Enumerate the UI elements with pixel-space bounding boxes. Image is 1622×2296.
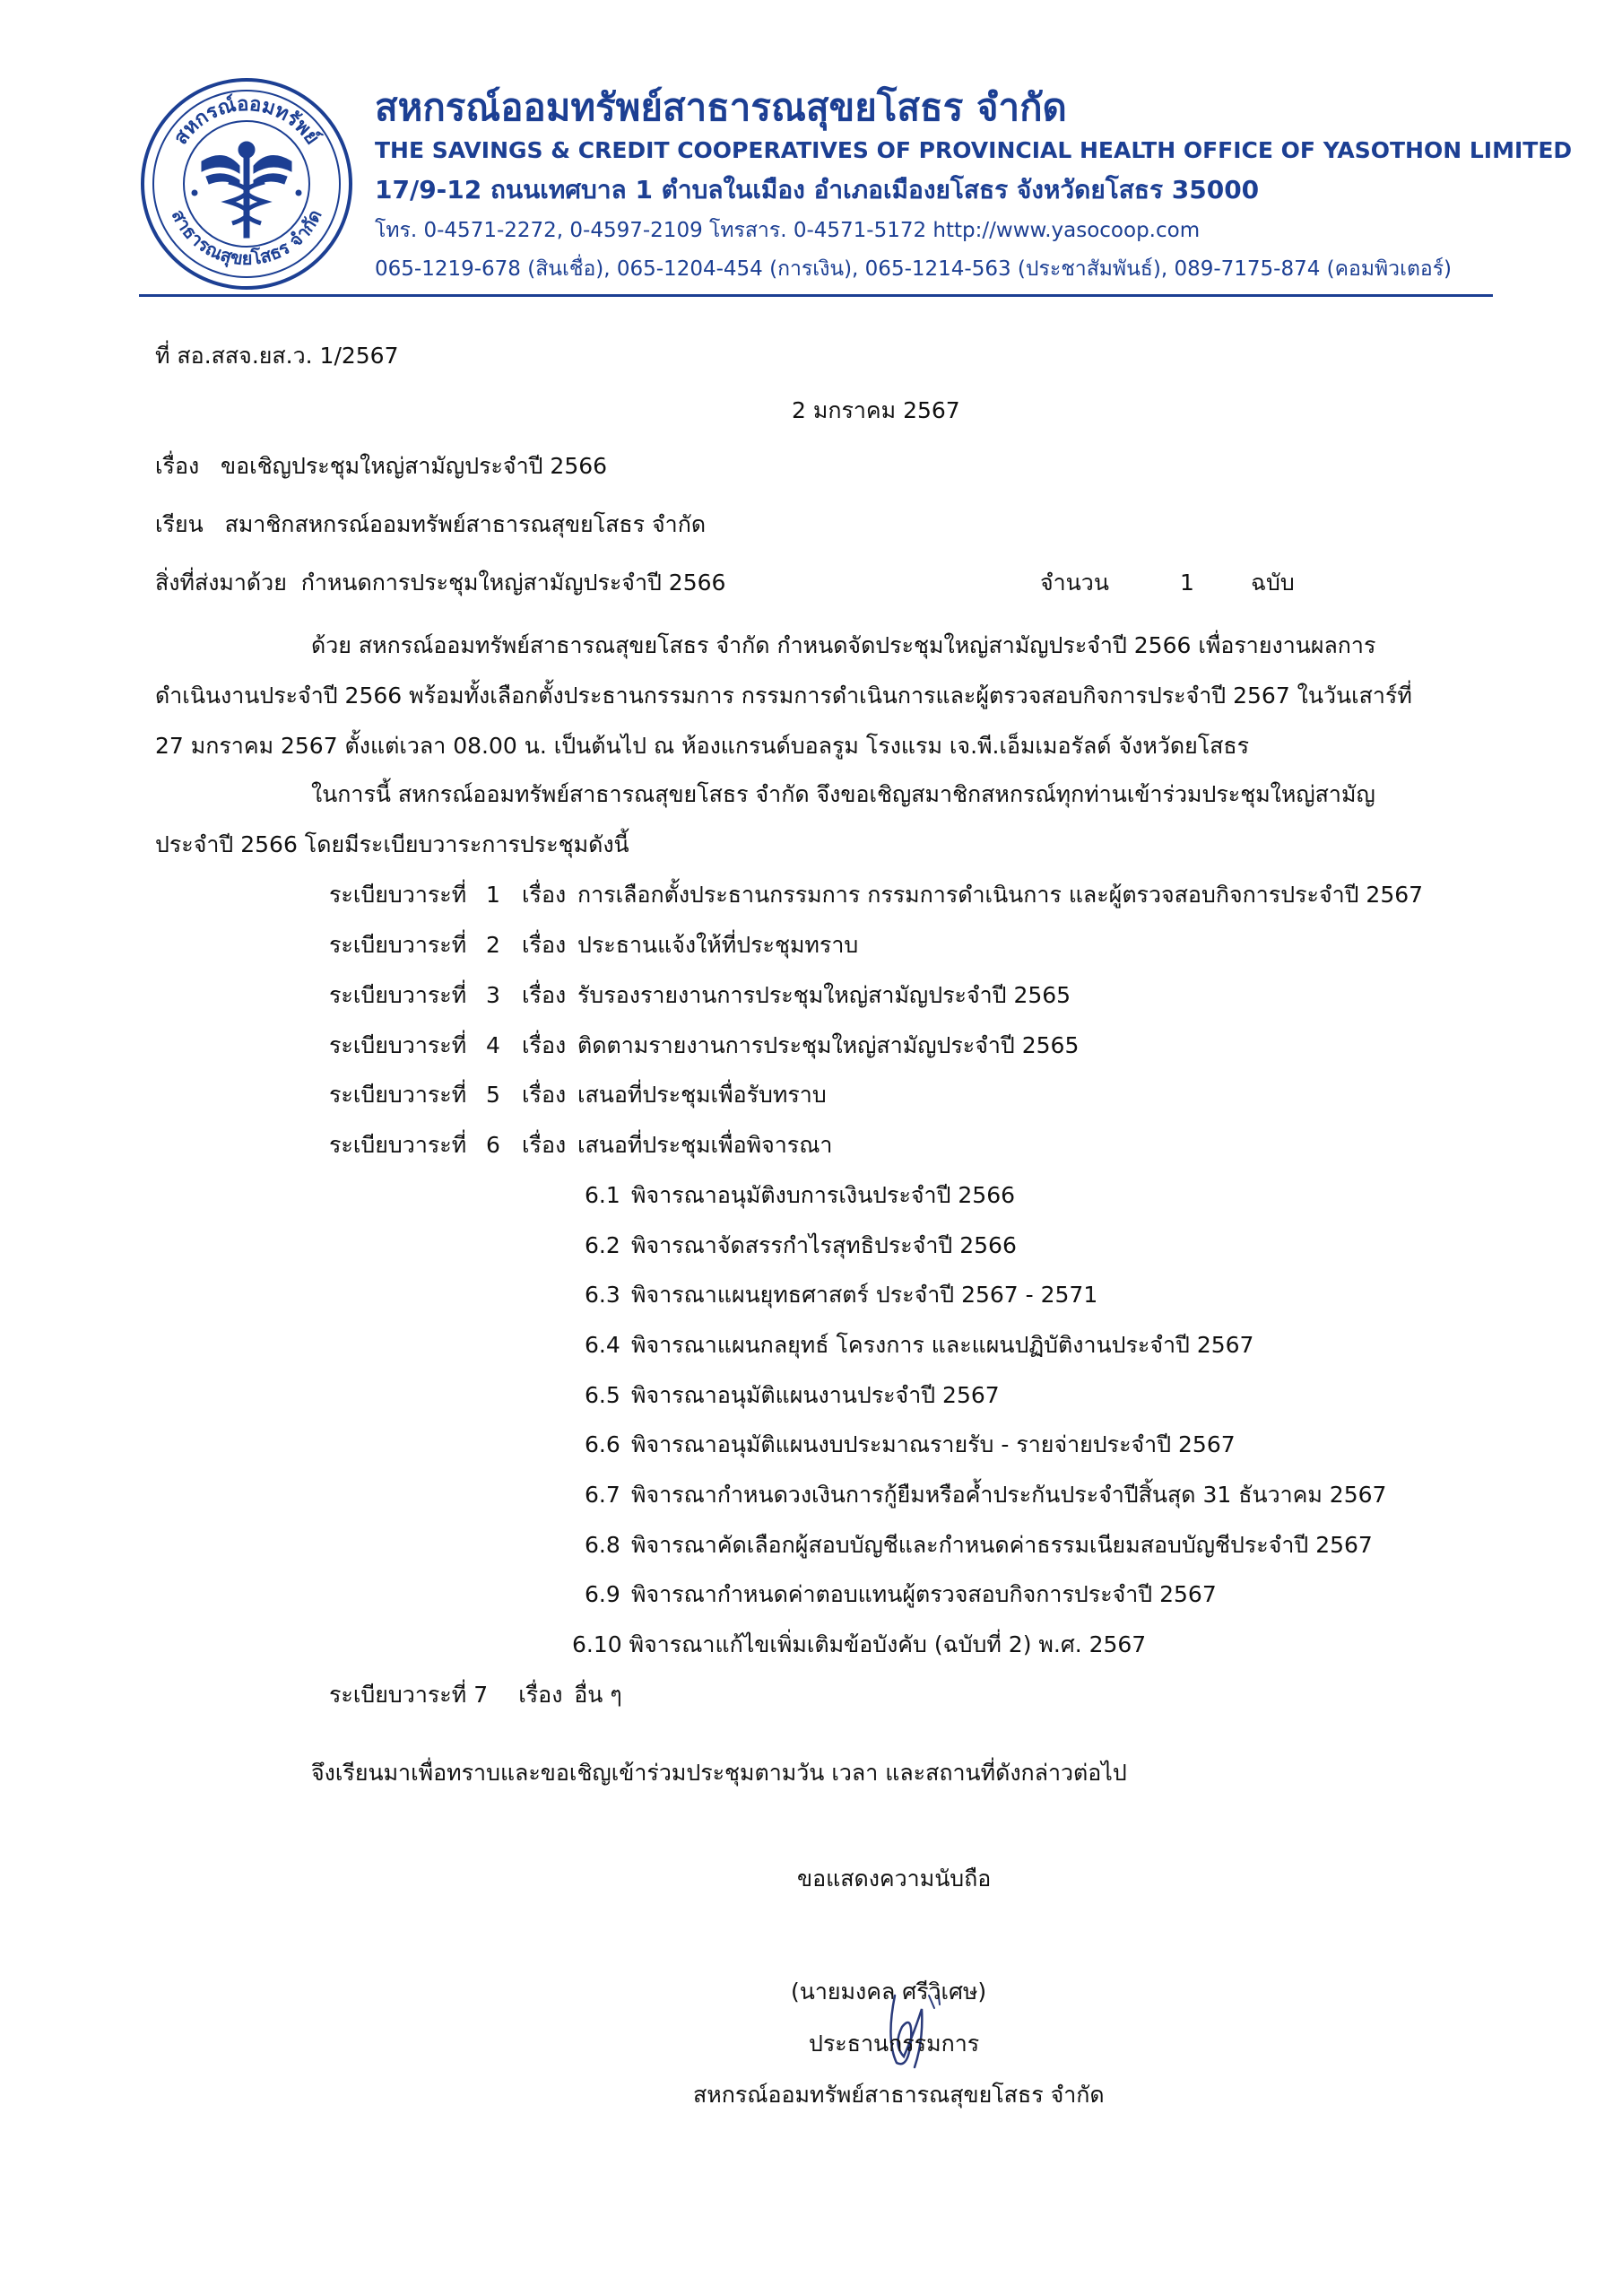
subitem-number: 6.10 bbox=[572, 1631, 622, 1657]
subitem-number: 6.7 bbox=[585, 1482, 620, 1508]
subitem-number: 6.9 bbox=[585, 1581, 620, 1607]
letter-date: 2 มกราคม 2567 bbox=[792, 397, 960, 423]
agenda-title: รับรองรายงานการประชุมใหญ่สามัญประจำปี 2565 bbox=[577, 982, 1071, 1008]
agenda-item bbox=[329, 1028, 1079, 1064]
paragraph-1-line: ด้วย สหกรณ์ออมทรัพย์สาธารณสุขยโสธร จำกัด กำหนดจัดประชุมใหญ่สามัญประจำปี 2566 เพื่อรายงานผลการ bbox=[311, 632, 1376, 658]
subitem-title: พิจารณาอนุมัติแผนงบประมาณรายรับ - รายจ่ายประจำปี 2567 bbox=[631, 1431, 1236, 1457]
agenda-item bbox=[329, 978, 1071, 1013]
enclosure-text: กำหนดการประชุมใหญ่สามัญประจำปี 2566 bbox=[300, 570, 726, 596]
agenda-title: ประธานแจ้งให้ที่ประชุมทราบ bbox=[577, 932, 859, 958]
subitem-title: พิจารณากำหนดวงเงินการกู้ยืมหรือค้ำประกันประจำปีสิ้นสุด 31 ธันวาคม 2567 bbox=[631, 1482, 1387, 1508]
paragraph-2-line: ประจำปี 2566 โดยมีระเบียบวาระการประชุมดังนี้ bbox=[155, 831, 629, 857]
agenda-item bbox=[329, 927, 858, 963]
subitem-number: 6.2 bbox=[585, 1232, 620, 1258]
org-name-english: THE SAVINGS & CREDIT COOPERATIVES OF PROVINCIAL HEALTH OFFICE OF YASOTHON LIMITED bbox=[375, 137, 1573, 163]
org-address: 17/9-12 ถนนเทศบาล 1 ตำบลในเมือง อำเภอเมืองยโสธร จังหวัดยโสธร 35000 bbox=[375, 175, 1260, 204]
subitem-title: พิจารณาคัดเลือกผู้สอบบัญชีและกำหนดค่าธรรมเนียมสอบบัญชีประจำปี 2567 bbox=[631, 1532, 1373, 1558]
agenda-topic-label: เรื่อง bbox=[522, 1032, 567, 1058]
enclosure-qty-label: จำนวน bbox=[1040, 570, 1109, 596]
subitem-number: 6.1 bbox=[585, 1182, 620, 1208]
agenda-prefix: ระเบียบวาระที่ bbox=[329, 1032, 467, 1058]
agenda-number: 1 bbox=[486, 882, 500, 908]
signer-organization: สหกรณ์ออมทรัพย์สาธารณสุขยโสธร จำกัด bbox=[693, 2082, 1105, 2108]
subitem-title: พิจารณาอนุมัติแผนงานประจำปี 2567 bbox=[631, 1382, 1000, 1408]
subitem-number: 6.8 bbox=[585, 1532, 620, 1558]
agenda-prefix: ระเบียบวาระที่ bbox=[329, 882, 467, 908]
subitem-title: พิจารณากำหนดค่าตอบแทนผู้ตรวจสอบกิจการประจำปี 2567 bbox=[631, 1581, 1217, 1607]
org-phones: 065-1219-678 (สินเชื่อ), 065-1204-454 (การเงิน), 065-1214-563 (ประชาสัมพันธ์), 089-7175-874 (คอมพิวเตอร์) bbox=[375, 257, 1453, 281]
agenda-subitem bbox=[585, 1277, 1097, 1313]
org-name-thai: สหกรณ์ออมทรัพย์สาธารณสุขยโสธร จำกัด bbox=[375, 85, 1067, 129]
agenda-number: 5 bbox=[486, 1082, 500, 1108]
letterhead-divider bbox=[139, 294, 1493, 297]
enclosure-label: สิ่งที่ส่งมาด้วย bbox=[155, 570, 287, 596]
agenda-subitem bbox=[572, 1627, 1146, 1663]
subitem-number: 6.6 bbox=[585, 1431, 620, 1457]
agenda-number: 3 bbox=[486, 982, 500, 1008]
paragraph-1 bbox=[155, 621, 1412, 771]
subitem-title: พิจารณาแก้ไขเพิ่มเติมข้อบังคับ (ฉบับที่ 2) พ.ศ. 2567 bbox=[629, 1631, 1147, 1657]
agenda-prefix: ระเบียบวาระที่ bbox=[329, 1082, 467, 1108]
reference-number: ที่ สอ.สสจ.ยส.ว. 1/2567 bbox=[155, 343, 399, 369]
agenda-title: เสนอที่ประชุมเพื่อรับทราบ bbox=[577, 1082, 827, 1108]
agenda-item bbox=[329, 1677, 622, 1713]
closing-sentence: จึงเรียนมาเพื่อทราบและขอเชิญเข้าร่วมประชุมตามวัน เวลา และสถานที่ดังกล่าวต่อไป bbox=[311, 1760, 1127, 1786]
agenda-topic-label: เรื่อง bbox=[522, 1082, 567, 1108]
signer-title: ประธานกรรมการ bbox=[809, 2031, 980, 2057]
agenda-subitem bbox=[585, 1228, 1017, 1264]
subitem-number: 6.3 bbox=[585, 1282, 620, 1308]
subitem-title: พิจารณาอนุมัติงบการเงินประจำปี 2566 bbox=[631, 1182, 1016, 1208]
agenda-topic-label: เรื่อง bbox=[522, 982, 567, 1008]
complimentary-close: ขอแสดงความนับถือ bbox=[797, 1866, 992, 1892]
paragraph-2 bbox=[155, 770, 1375, 870]
agenda-subitem bbox=[585, 1178, 1015, 1213]
agenda-subitem bbox=[585, 1327, 1253, 1363]
subject-text: ขอเชิญประชุมใหญ่สามัญประจำปี 2566 bbox=[221, 453, 608, 479]
subitem-number: 6.4 bbox=[585, 1332, 620, 1358]
org-contact: โทร. 0-4571-2272, 0-4597-2109 โทรสาร. 0-4571-5172 http://www.yasocoop.com bbox=[375, 219, 1201, 242]
agenda-prefix: ระเบียบวาระที่ bbox=[329, 932, 467, 958]
enclosure-qty: 1 bbox=[1180, 570, 1194, 596]
subitem-title: พิจารณาจัดสรรกำไรสุทธิประจำปี 2566 bbox=[631, 1232, 1017, 1258]
agenda-number: 7 bbox=[473, 1682, 489, 1708]
agenda-topic-label: เรื่อง bbox=[522, 932, 567, 958]
subject-line bbox=[155, 451, 607, 482]
enclosure-unit: ฉบับ bbox=[1251, 570, 1295, 596]
agenda-item bbox=[329, 1077, 827, 1113]
agenda-item bbox=[329, 1127, 832, 1163]
recipient-line bbox=[155, 509, 706, 540]
subitem-title: พิจารณาแผนกลยุทธ์ โครงการ และแผนปฏิบัติงานประจำปี 2567 bbox=[631, 1332, 1254, 1358]
paragraph-1-line: 27 มกราคม 2567 ตั้งแต่เวลา 08.00 น. เป็นต้นไป ณ ห้องแกรนด์บอลรูม โรงแรม เจ.พี.เอ็มเมอรัลด์ จังหวัดยโสธร bbox=[155, 733, 1250, 759]
recipient-label: เรียน bbox=[155, 511, 204, 537]
agenda-number: 2 bbox=[486, 932, 500, 958]
subject-label: เรื่อง bbox=[155, 453, 200, 479]
paragraph-2-line: ในการนี้ สหกรณ์ออมทรัพย์สาธารณสุขยโสธร จำกัด จึงขอเชิญสมาชิกสหกรณ์ทุกท่านเข้าร่วมประชุมใหญ่สามัญ bbox=[311, 781, 1375, 807]
agenda-topic-label: เรื่อง bbox=[522, 882, 567, 908]
logo-text-bottom: สาธารณสุขยโสธร จำกัด bbox=[167, 205, 326, 270]
agenda-item bbox=[329, 877, 1423, 913]
agenda-subitem bbox=[585, 1427, 1236, 1463]
recipient-text: สมาชิกสหกรณ์ออมทรัพย์สาธารณสุขยโสธร จำกัด bbox=[224, 511, 707, 537]
agenda-subitem bbox=[585, 1577, 1217, 1613]
agenda-prefix: ระเบียบวาระที่ bbox=[329, 1132, 467, 1158]
agenda-title: เสนอที่ประชุมเพื่อพิจารณา bbox=[577, 1132, 833, 1158]
enclosure-line bbox=[155, 568, 725, 598]
agenda-subitem bbox=[585, 1378, 1000, 1413]
letterhead-text bbox=[375, 83, 1573, 289]
agenda-number: 6 bbox=[486, 1132, 500, 1158]
agenda-prefix: ระเบียบวาระที่ bbox=[329, 982, 467, 1008]
signer-name: (นายมงคล ศรีวิเศษ) bbox=[791, 1979, 987, 2005]
agenda-title: อื่น ๆ bbox=[574, 1682, 622, 1708]
subitem-number: 6.5 bbox=[585, 1382, 620, 1408]
agenda-title: ติดตามรายงานการประชุมใหญ่สามัญประจำปี 2565 bbox=[577, 1032, 1080, 1058]
subitem-title: พิจารณาแผนยุทธศาสตร์ ประจำปี 2567 - 2571 bbox=[631, 1282, 1098, 1308]
paragraph-1-line: ดำเนินงานประจำปี 2566 พร้อมทั้งเลือกตั้งประธานกรรมการ กรรมการดำเนินการและผู้ตรวจสอบกิจการประจำปี 2567 ในวันเสาร์ที่ bbox=[155, 683, 1412, 709]
agenda-topic-label: เรื่อง bbox=[518, 1682, 563, 1708]
agenda-title: การเลือกตั้งประธานกรรมการ กรรมการดำเนินการ และผู้ตรวจสอบกิจการประจำปี 2567 bbox=[577, 882, 1424, 908]
agenda-number: 4 bbox=[486, 1032, 500, 1058]
agenda-topic-label: เรื่อง bbox=[522, 1132, 567, 1158]
agenda-subitem bbox=[585, 1527, 1373, 1563]
logo-text-top: สหกรณ์ออมทรัพย์ bbox=[169, 92, 324, 150]
agenda-prefix: ระเบียบวาระที่ bbox=[329, 1682, 467, 1708]
cooperative-logo-icon bbox=[139, 76, 354, 291]
agenda-subitem bbox=[585, 1477, 1386, 1513]
